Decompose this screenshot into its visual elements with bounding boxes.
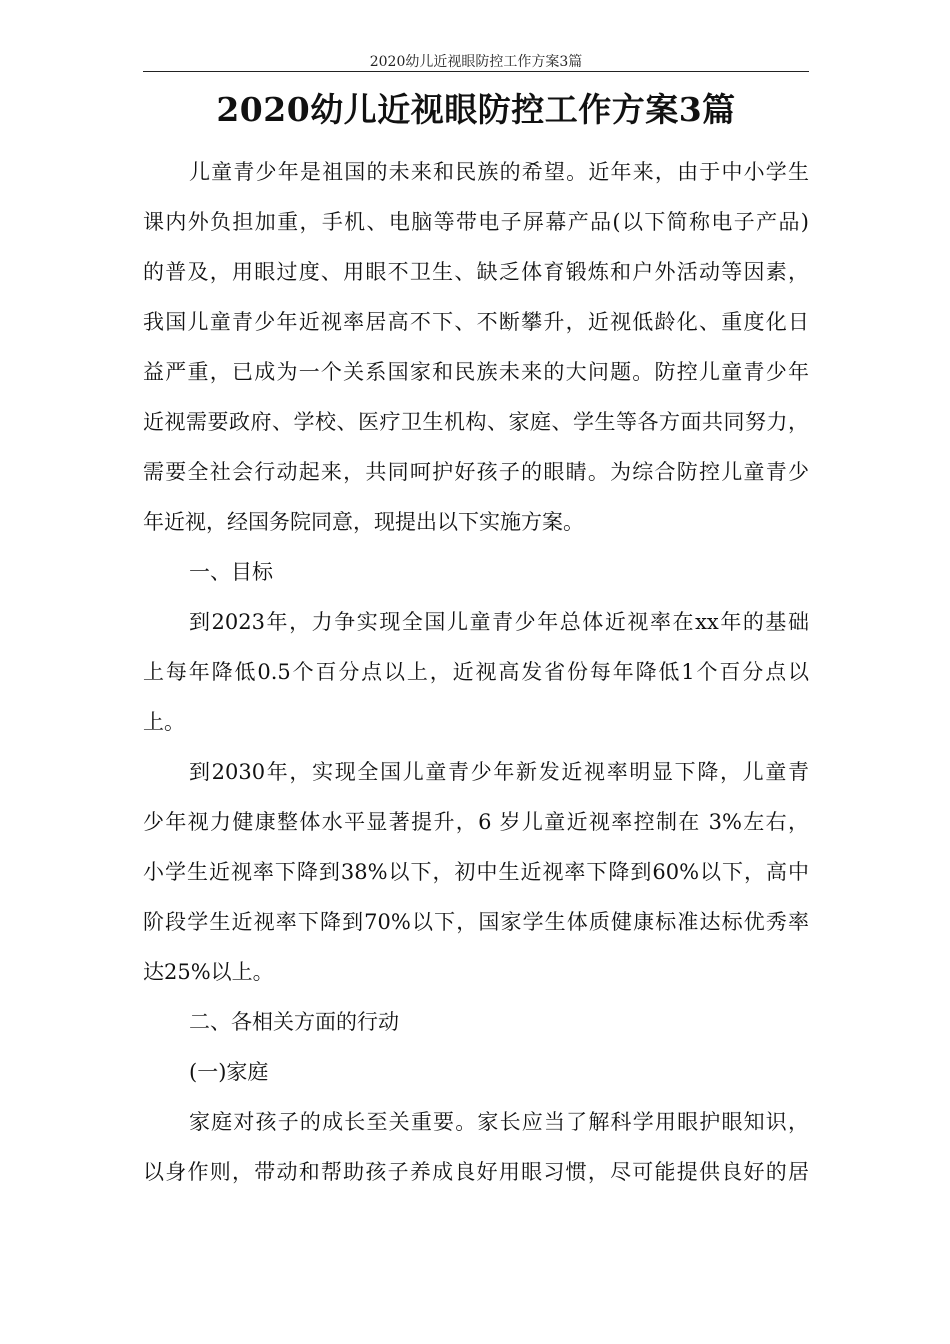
body-line: 我国儿童青少年近视率居高不下、不断攀升，近视低龄化、重度化日 [143,310,809,334]
running-header: 2020幼儿近视眼防控工作方案3篇 [369,54,583,70]
body-line: 到2023年，力争实现全国儿童青少年总体近视率在xx年的基础 [189,610,809,634]
body-line: 达25%以上。 [143,960,274,984]
body-line: 课内外负担加重，手机、电脑等带电子屏幕产品(以下简称电子产品) [143,210,809,234]
document-title: 2020幼儿近视眼防控工作方案3篇 [216,90,736,129]
body-line: 的普及，用眼过度、用眼不卫生、缺乏体育锻炼和户外活动等因素， [143,260,809,284]
body-line: 家庭对孩子的成长至关重要。家长应当了解科学用眼护眼知识， [189,1110,809,1134]
body-line: 到2030年，实现全国儿童青少年新发近视率明显下降，儿童青 [189,760,809,784]
section-heading: 二、各相关方面的行动 [189,1010,399,1034]
body-line: 以身作则，带动和帮助孩子养成良好用眼习惯，尽可能提供良好的居 [143,1160,809,1184]
section-heading: 一、目标 [189,560,273,584]
header-rule [143,71,809,72]
body-line: 上每年降低0.5个百分点以上，近视高发省份每年降低1个百分点以 [143,660,809,684]
body-line: 益严重，已成为一个关系国家和民族未来的大问题。防控儿童青少年 [143,360,809,384]
body-line: 近视需要政府、学校、医疗卫生机构、家庭、学生等各方面共同努力， [143,410,809,434]
body-line: 年近视，经国务院同意，现提出以下实施方案。 [143,510,584,534]
body-line: 需要全社会行动起来，共同呵护好孩子的眼睛。为综合防控儿童青少 [143,460,809,484]
body-line: 儿童青少年是祖国的未来和民族的希望。近年来，由于中小学生 [189,160,809,184]
subsection-heading: (一)家庭 [189,1060,269,1084]
body-line: 阶段学生近视率下降到70%以下，国家学生体质健康标准达标优秀率 [143,910,809,934]
document-body [143,147,809,1197]
body-line: 上。 [143,710,185,734]
body-line: 小学生近视率下降到38%以下，初中生近视率下降到60%以下，高中 [143,860,809,884]
body-line: 少年视力健康整体水平显著提升，6 岁儿童近视率控制在 3%左右， [143,810,809,834]
